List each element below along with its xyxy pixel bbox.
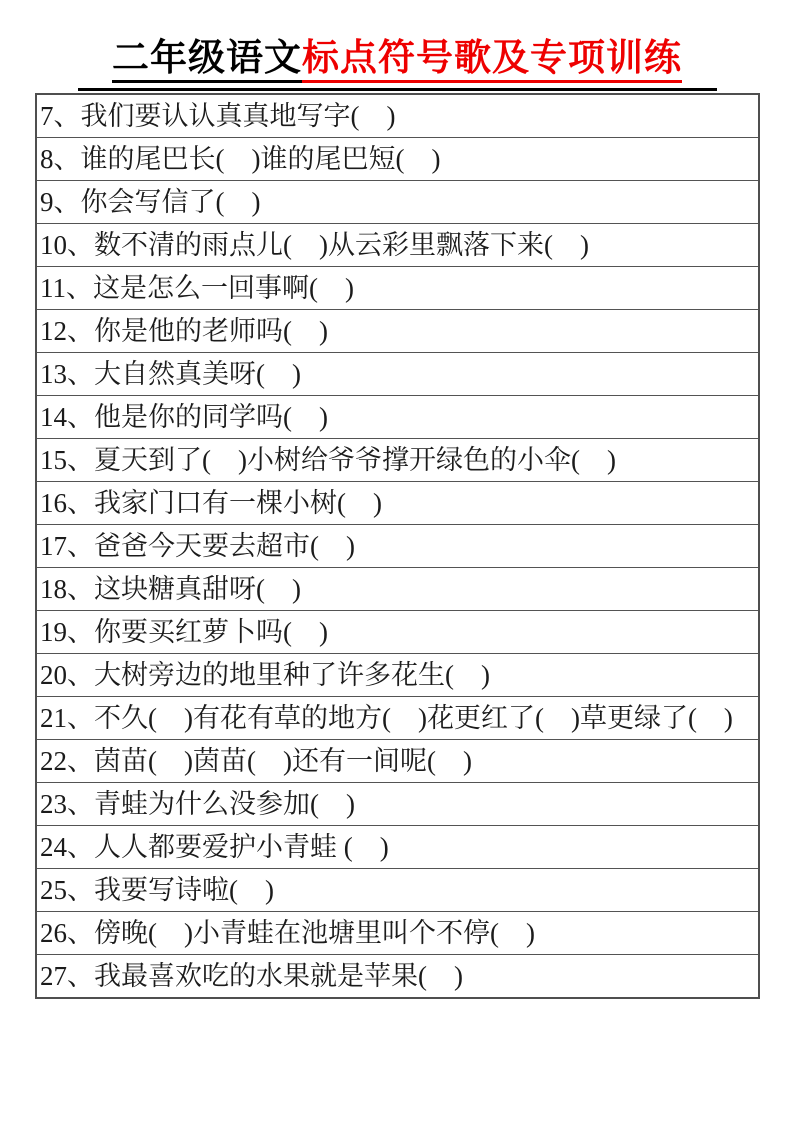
exercise-row	[36, 568, 759, 611]
exercise-text: 19、你要买红萝卜吗( )	[36, 611, 759, 654]
exercise-text: 22、茵苗( )茵苗( )还有一间呢( )	[36, 740, 759, 783]
exercise-row	[36, 310, 759, 353]
exercise-row	[36, 697, 759, 740]
exercise-row	[36, 611, 759, 654]
exercise-row	[36, 654, 759, 697]
exercise-row	[36, 912, 759, 955]
exercise-row	[36, 224, 759, 267]
exercise-row	[36, 826, 759, 869]
exercise-row	[36, 955, 759, 999]
exercise-text: 21、不久( )有花有草的地方( )花更红了( )草更绿了( )	[36, 697, 759, 740]
exercise-text: 17、爸爸今天要去超市( )	[36, 525, 759, 568]
exercise-table	[35, 93, 760, 999]
exercise-row	[36, 869, 759, 912]
exercise-row	[36, 439, 759, 482]
exercise-row	[36, 783, 759, 826]
exercise-text: 20、大树旁边的地里种了许多花生( )	[36, 654, 759, 697]
exercise-text: 11、这是怎么一回事啊( )	[36, 267, 759, 310]
exercise-text: 15、夏天到了( )小树给爷爷撑开绿色的小伞( )	[36, 439, 759, 482]
exercise-text: 7、我们要认认真真地写字( )	[36, 94, 759, 138]
exercise-text: 9、你会写信了( )	[36, 181, 759, 224]
title-topic-label: 标点符号歌及专项训练	[302, 38, 682, 83]
exercise-text: 24、人人都要爱护小青蛙 ( )	[36, 826, 759, 869]
exercise-text: 26、傍晚( )小青蛙在池塘里叫个不停( )	[36, 912, 759, 955]
exercise-text: 13、大自然真美呀( )	[36, 353, 759, 396]
exercise-row	[36, 181, 759, 224]
exercise-row	[36, 396, 759, 439]
exercise-text: 8、谁的尾巴长( )谁的尾巴短( )	[36, 138, 759, 181]
exercise-row	[36, 267, 759, 310]
exercise-table-body	[36, 94, 759, 998]
exercise-text: 14、他是你的同学吗( )	[36, 396, 759, 439]
exercise-text: 23、青蛙为什么没参加( )	[36, 783, 759, 826]
page-title	[0, 38, 794, 80]
exercise-text: 12、你是他的老师吗( )	[36, 310, 759, 353]
exercise-row	[36, 138, 759, 181]
exercise-row	[36, 94, 759, 138]
exercise-text: 25、我要写诗啦( )	[36, 869, 759, 912]
title-underline-rule	[78, 88, 717, 91]
exercise-row	[36, 740, 759, 783]
exercise-text: 10、数不清的雨点儿( )从云彩里飘落下来( )	[36, 224, 759, 267]
exercise-text: 18、这块糖真甜呀( )	[36, 568, 759, 611]
exercise-row	[36, 353, 759, 396]
title-grade-label: 二年级语文	[112, 38, 302, 83]
exercise-row	[36, 525, 759, 568]
exercise-text: 27、我最喜欢吃的水果就是苹果( )	[36, 955, 759, 999]
exercise-text: 16、我家门口有一棵小树( )	[36, 482, 759, 525]
exercise-row	[36, 482, 759, 525]
